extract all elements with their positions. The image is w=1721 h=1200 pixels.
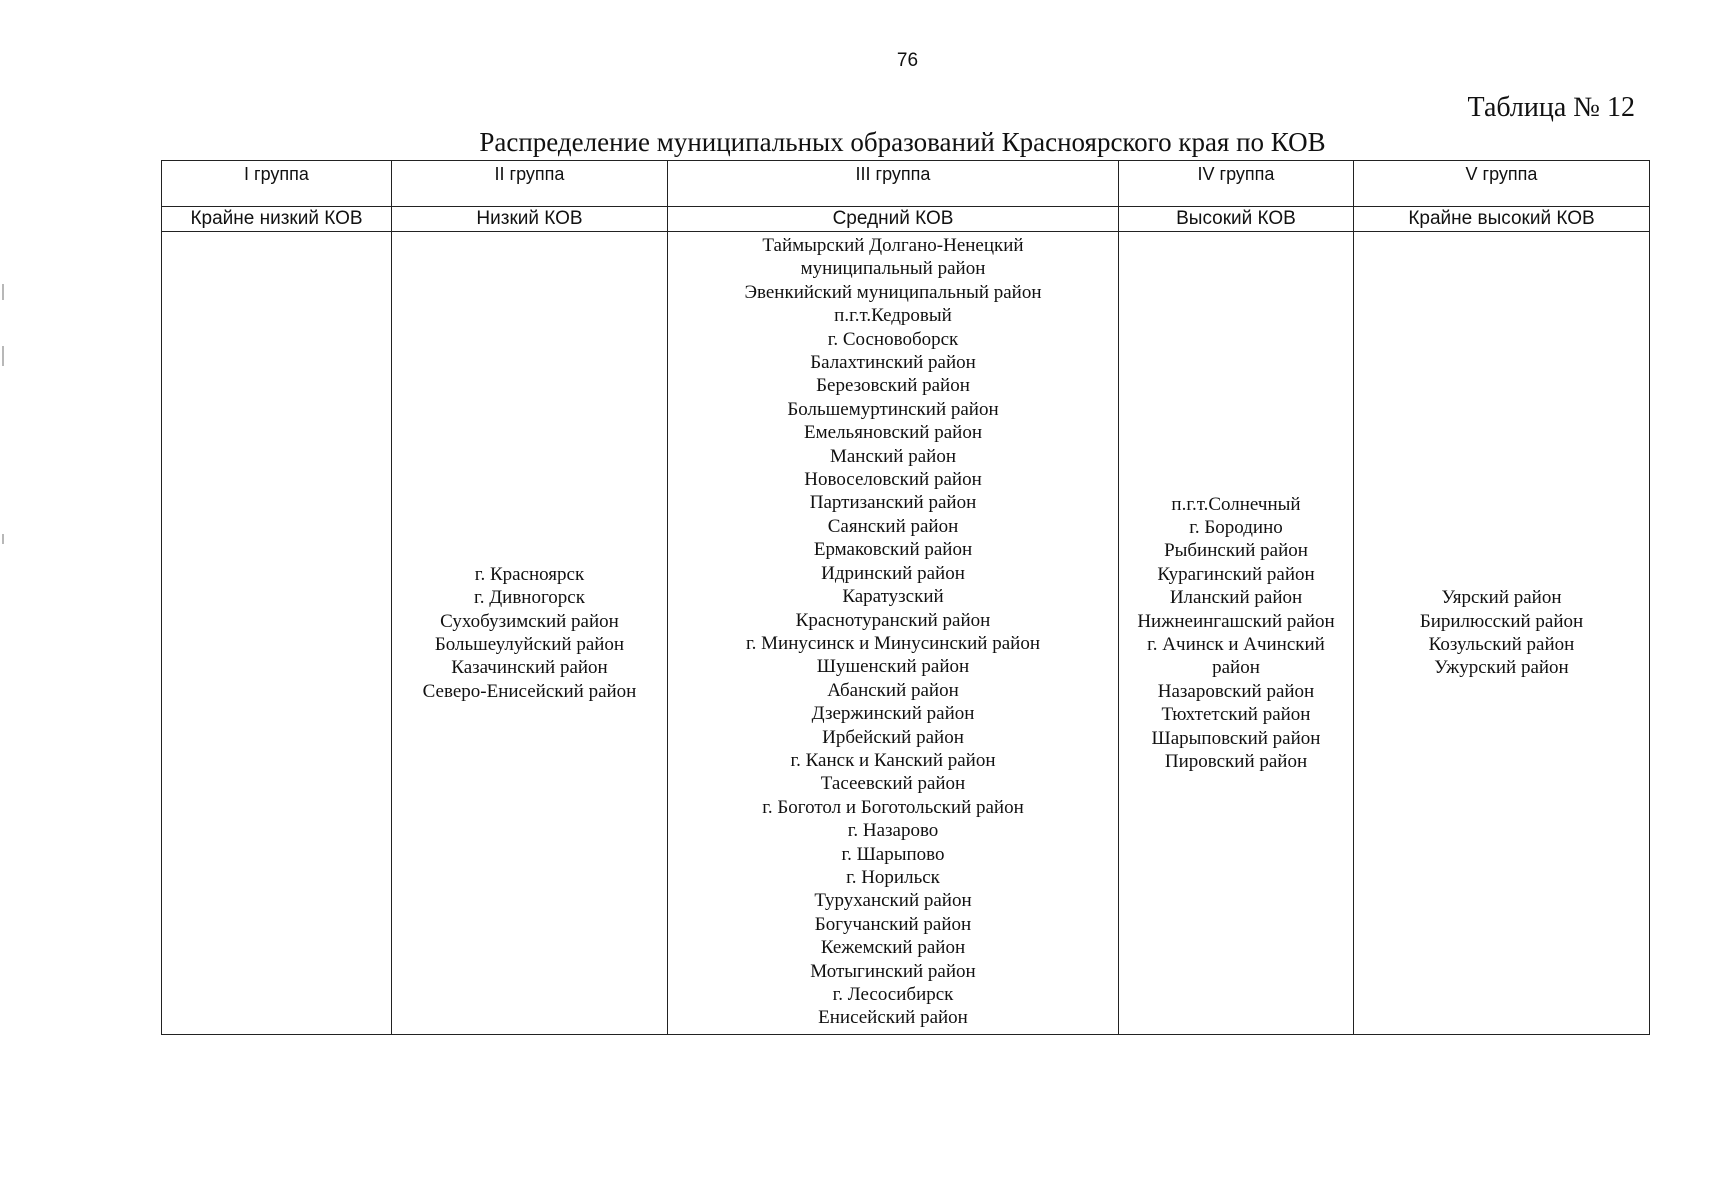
municipality-entry: г. Лесосибирск (832, 984, 954, 1005)
municipality-entry: Емельяновский район (804, 422, 982, 444)
municipality-entry: Эвенкийский муниципальный район (744, 281, 1042, 303)
municipality-entry: Туруханский район (814, 890, 972, 912)
group-header-2: II группа (392, 161, 668, 207)
group-header-5: V группа (1354, 161, 1650, 207)
group-header-1: I группа (162, 161, 392, 207)
municipality-entry: Новоселовский район (804, 469, 982, 491)
level-header-4: Высокий КОВ (1119, 207, 1354, 232)
municipality-entry: Тасеевский район (820, 773, 966, 795)
municipality-entry: муниципальный район (800, 258, 986, 280)
municipality-entry: Нижнеингашский район (1137, 610, 1335, 632)
page-number: 76 (896, 50, 919, 71)
scan-edge-mark (2, 346, 4, 366)
municipality-entry: г. Бородино (1189, 516, 1283, 538)
municipality-entry: Курагинский район (1157, 563, 1315, 585)
scan-edge-mark (2, 534, 4, 544)
municipality-entry: п.г.т.Солнечный (1171, 493, 1301, 515)
municipality-entry: Козульский район (1428, 634, 1575, 655)
kov-distribution-table (161, 160, 1650, 1035)
municipality-entry: Каратузский (842, 586, 944, 608)
municipality-entry: г. Минусинск и Минусинский район (746, 632, 1040, 654)
municipality-entry: Шарыповский район (1151, 727, 1321, 749)
municipality-entry: Краснотуранский район (795, 609, 991, 631)
municipality-entry: Балахтинский район (810, 352, 976, 374)
municipality-entry: Пировский район (1164, 751, 1308, 773)
municipality-entry: Саянский район (827, 515, 959, 537)
group-header-4: IV группа (1119, 161, 1354, 207)
municipality-entry: Северо-Енисейский район (422, 680, 637, 702)
municipality-entry: Березовский район (816, 375, 970, 397)
municipality-entry: Рыбинский район (1164, 540, 1308, 562)
municipality-entry: Ермаковский район (813, 539, 973, 561)
group-1-list (162, 232, 392, 1035)
municipality-entry: Таймырский Долгано-Ненецкий (762, 235, 1024, 256)
municipality-entry: г. Красноярск (474, 563, 585, 585)
municipality-entry: Тюхтетский район (1161, 704, 1311, 726)
group-5-list (1354, 232, 1650, 1035)
municipality-entry: Уярский район (1441, 587, 1562, 609)
municipality-entry: г. Шарыпово (841, 843, 945, 865)
municipality-entry: Енисейский район (818, 1007, 968, 1029)
municipalities-row (162, 232, 1650, 1035)
municipality-entry: Большеулуйский район (434, 634, 625, 655)
group-header-row (162, 161, 1650, 207)
municipality-entry: г. Канск и Канский район (790, 749, 996, 771)
municipality-entry: Партизанский район (809, 492, 977, 514)
municipality-entry: Богучанский район (814, 913, 972, 935)
municipality-entry: г. Ачинск и Ачинский (1147, 634, 1325, 655)
level-header-1: Крайне низкий КОВ (162, 207, 392, 232)
municipality-entry: Казачинский район (451, 657, 608, 679)
municipality-entry: г. Дивногорск (474, 587, 585, 609)
level-header-3: Средний КОВ (668, 207, 1119, 232)
table-title: Распределение муниципальных образований Красноярского края по КОВ (479, 127, 1326, 157)
municipality-entry: Манский район (829, 445, 956, 467)
municipality-entry: Назаровский район (1157, 680, 1315, 702)
municipality-entry: г. Боготол и Боготольский район (762, 796, 1024, 818)
municipality-entry: Абанский район (827, 679, 959, 701)
level-header-5: Крайне высокий КОВ (1354, 207, 1650, 232)
group-header-3: III группа (668, 161, 1119, 207)
municipality-entry: Мотыгинский район (810, 960, 976, 982)
municipality-entry: Иланский район (1169, 587, 1303, 609)
municipality-entry: п.г.т.Кедровый (834, 305, 952, 327)
group-2-list (392, 232, 668, 1035)
municipality-entry: Шушенский район (816, 656, 970, 678)
scan-edge-mark (2, 284, 4, 300)
municipality-entry: Идринский район (821, 562, 965, 584)
group-4-list (1119, 232, 1354, 1035)
municipality-entry: г. Норильск (846, 866, 940, 888)
municipality-entry: район (1212, 657, 1260, 679)
group-3-list (668, 232, 1119, 1035)
municipality-entry: г. Сосновоборск (827, 328, 959, 350)
municipality-entry: Сухобузимский район (440, 610, 619, 632)
municipality-entry: Дзержинский район (811, 703, 975, 725)
municipality-entry: Большемуртинский район (787, 398, 999, 420)
municipality-entry: Бирилюсский район (1419, 610, 1584, 632)
municipality-entry: Ирбейский район (822, 726, 964, 748)
level-header-2: Низкий КОВ (392, 207, 668, 232)
level-header-row (162, 207, 1650, 232)
municipality-entry: г. Назарово (847, 820, 939, 842)
municipality-entry: Ужурский район (1434, 657, 1569, 679)
municipality-entry: Кежемский район (820, 937, 966, 959)
table-label: Таблица № 12 (1467, 92, 1635, 123)
